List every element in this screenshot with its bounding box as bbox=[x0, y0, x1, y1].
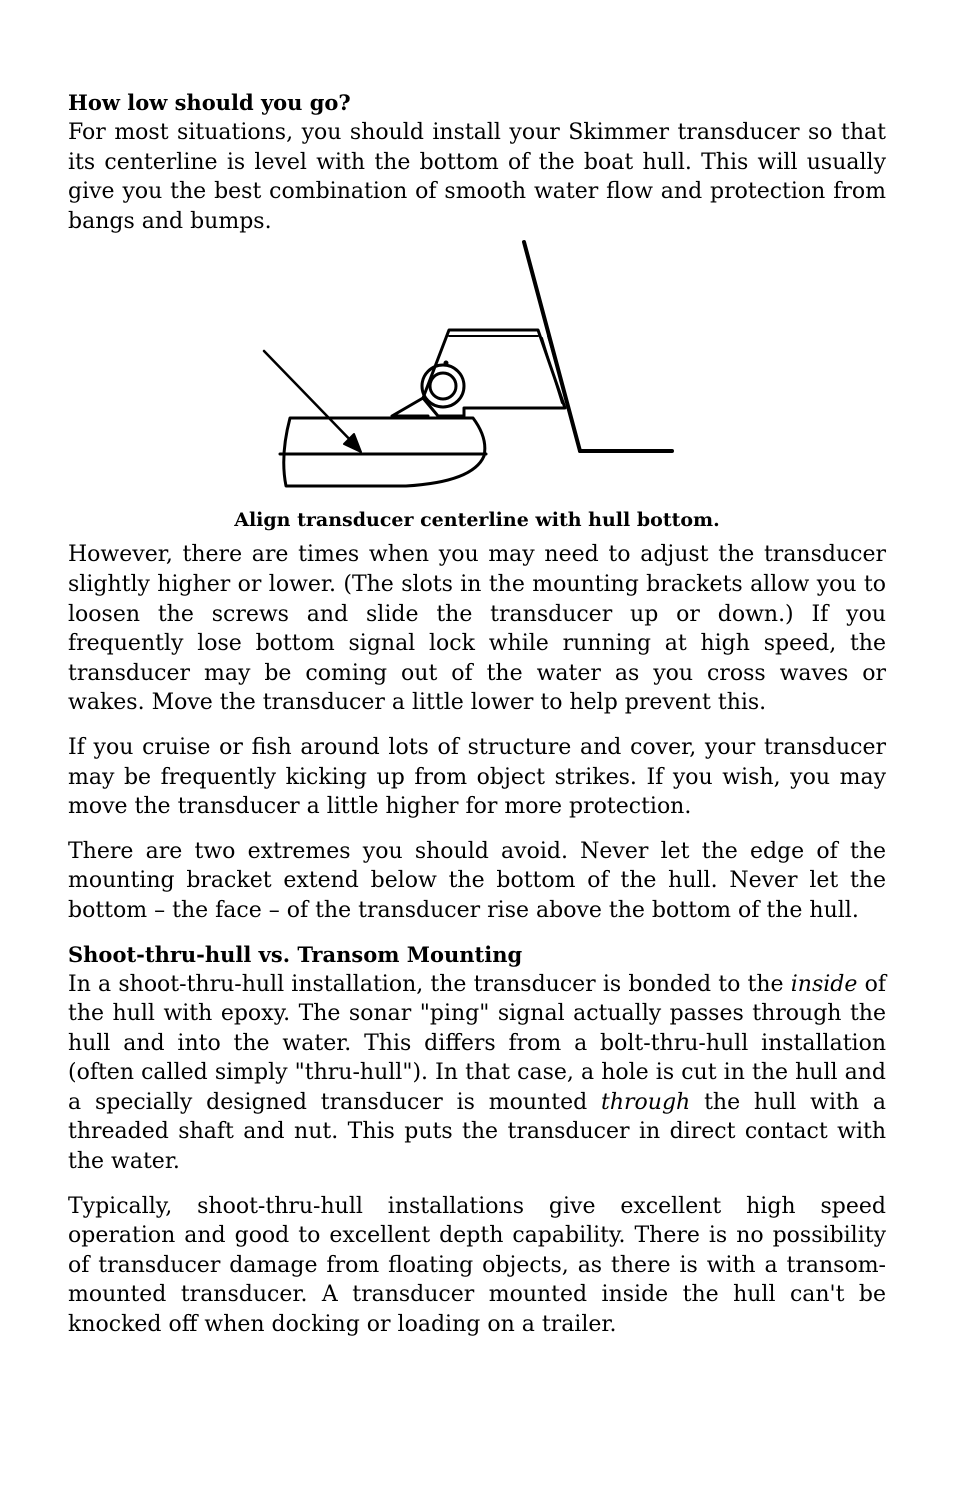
transducer-mounting-illustration bbox=[68, 238, 886, 506]
paragraph-structure: If you cruise or fish around lots of structure and cover, your transducer may be frequently kicking up from object strikes. If you wish, you may move the transducer a little higher for more protection. bbox=[68, 734, 886, 820]
figure-caption: Align transducer centerline with hull bottom. bbox=[234, 509, 720, 532]
transducer-diagram bbox=[68, 238, 886, 506]
section-heading-shoot-thru: Shoot-thru-hull vs. Transom Mounting bbox=[68, 941, 523, 967]
text-run: In a shoot-thru-hull installation, the transducer is bonded to the bbox=[68, 971, 791, 997]
manual-page bbox=[68, 88, 886, 1340]
emphasis-through: through bbox=[601, 1089, 691, 1115]
emphasis-inside: inside bbox=[790, 971, 858, 997]
paragraph-adjust: However, there are times when you may need to adjust the transducer slightly higher or lower. (The slots in the mounting brackets allow you to loosen the screws and slide the transducer up or down.) If you frequently lose bottom signal lock while running at high speed, the transducer may be coming out of the water as you cross waves or wakes. Move the transducer a little lower to help prevent this. bbox=[68, 542, 886, 716]
transducer-pod bbox=[284, 418, 485, 486]
paragraph-shoot-thru bbox=[68, 970, 886, 1177]
pointer-arrow bbox=[264, 351, 358, 448]
text-run: of the hull with epoxy. The sonar "ping" signal actually passes through the hull and into the water. This differs from a bolt-thru-hull installation (often called simply "thru-hull"). In that case, a hole is cut in the hull and a specially designed transducer is mounted bbox=[68, 971, 886, 1115]
pivot-inner bbox=[430, 373, 456, 399]
paragraph-typically: Typically, shoot-thru-hull installations give excellent high speed operation and good to excellent depth capability. There is no possibility of transducer damage from floating objects, as there is with a transom-mounted transducer. A transducer mounted inside the hull can't be knocked off when docking or loading on a trailer. bbox=[68, 1193, 886, 1338]
paragraph-extremes: There are two extremes you should avoid. Never let the edge of the mounting bracket extend below the bottom of the hull. Never let the bottom – the face – of the transducer rise above the bottom of the hull. bbox=[68, 838, 886, 923]
section-heading-how-low: How low should you go? bbox=[68, 90, 351, 115]
paragraph-intro: For most situations, you should install your Skimmer transducer so that its centerline is level with the bottom of the boat hull. This will usually give you the best combination of smooth water flow and protection from bangs and bumps. bbox=[68, 120, 886, 234]
text-run: the hull with a threaded shaft and nut. This puts the transducer in direct contact with the water. bbox=[68, 1089, 887, 1175]
